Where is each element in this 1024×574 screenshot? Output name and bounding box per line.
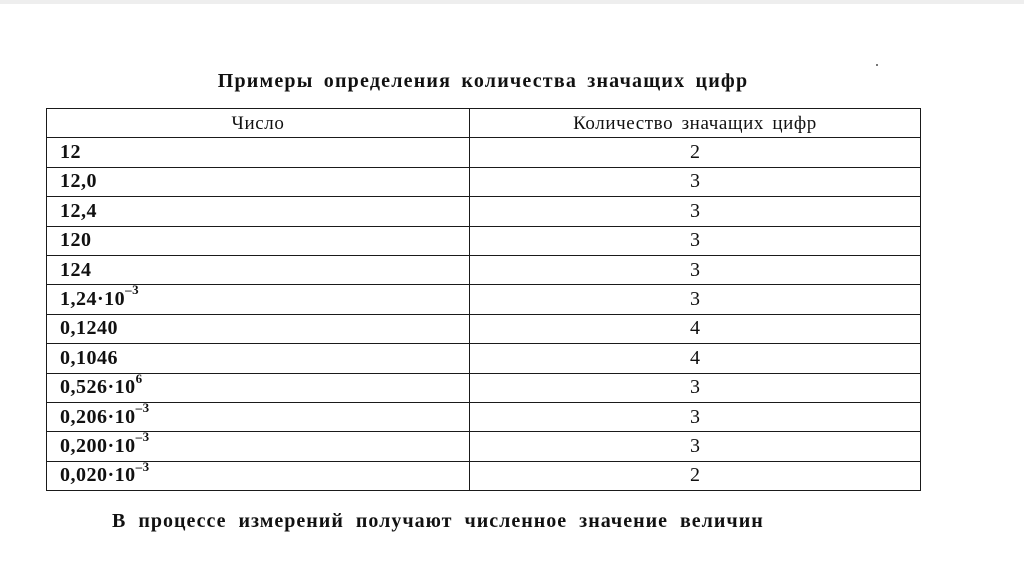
significant-count-cell: 3: [470, 285, 921, 314]
number-mantissa: 12: [60, 141, 81, 164]
table-row: [47, 344, 921, 373]
header-number: Число: [47, 109, 470, 138]
number-cell: [47, 282, 470, 314]
number-cell: [47, 399, 470, 431]
number-mantissa: 0,1046: [60, 346, 118, 369]
significant-figures-table: [46, 108, 921, 491]
significant-count-cell: 4: [470, 314, 921, 343]
table-row: [47, 461, 921, 490]
number-mantissa: 0,1240: [60, 317, 118, 340]
number-cell: [47, 197, 470, 226]
number-mantissa: 120: [60, 229, 92, 252]
number-cell: [47, 458, 470, 490]
scan-speck: [876, 64, 878, 66]
significant-count-cell: 3: [470, 432, 921, 461]
table-row: [47, 138, 921, 167]
significant-count-cell: 4: [470, 344, 921, 373]
number-exponent: –3: [135, 429, 150, 445]
number-cell: [47, 429, 470, 461]
header-significant-count: Количество значащих цифр: [470, 109, 921, 138]
significant-count-cell: 2: [470, 461, 921, 490]
significant-count-cell: 3: [470, 373, 921, 402]
number-mantissa: 0,200·10: [60, 434, 136, 457]
top-border: [0, 0, 1024, 4]
table-row: [47, 402, 921, 431]
number-exponent: –3: [135, 458, 150, 474]
table-row: [47, 314, 921, 343]
number-cell: [47, 255, 470, 284]
table-row: [47, 432, 921, 461]
number-mantissa: 1,24·10: [60, 288, 126, 311]
truncated-body-line: В процессе измерений получают численное значение величин: [112, 510, 764, 532]
significant-count-cell: 3: [470, 197, 921, 226]
table-row: [47, 167, 921, 196]
table-header-row: [47, 109, 921, 138]
table-body: [47, 138, 921, 491]
table-caption: Примеры определения количества значащих цифр: [217, 70, 749, 92]
number-cell: [47, 314, 470, 343]
table-row: [47, 255, 921, 284]
significant-count-cell: 3: [470, 255, 921, 284]
number-cell: [47, 226, 470, 255]
number-cell: [47, 344, 470, 373]
number-mantissa: 12,0: [60, 170, 97, 193]
number-mantissa: 0,526·10: [60, 376, 136, 399]
number-mantissa: 124: [60, 258, 92, 281]
number-exponent: 6: [135, 370, 143, 386]
table-row: [47, 285, 921, 314]
significant-count-cell: 2: [470, 138, 921, 167]
number-mantissa: 0,020·10: [60, 464, 136, 487]
table-row: [47, 373, 921, 402]
significant-count-cell: 3: [470, 226, 921, 255]
significant-count-cell: 3: [470, 402, 921, 431]
number-cell: [47, 138, 470, 167]
number-mantissa: 12,4: [60, 199, 97, 222]
number-cell: [47, 167, 470, 196]
number-mantissa: 0,206·10: [60, 405, 136, 428]
number-cell: [47, 370, 470, 402]
significant-count-cell: 3: [470, 167, 921, 196]
number-exponent: –3: [125, 282, 140, 298]
table-row: [47, 226, 921, 255]
table-row: [47, 197, 921, 226]
number-exponent: –3: [135, 399, 150, 415]
truncated-body-text: [112, 510, 918, 532]
